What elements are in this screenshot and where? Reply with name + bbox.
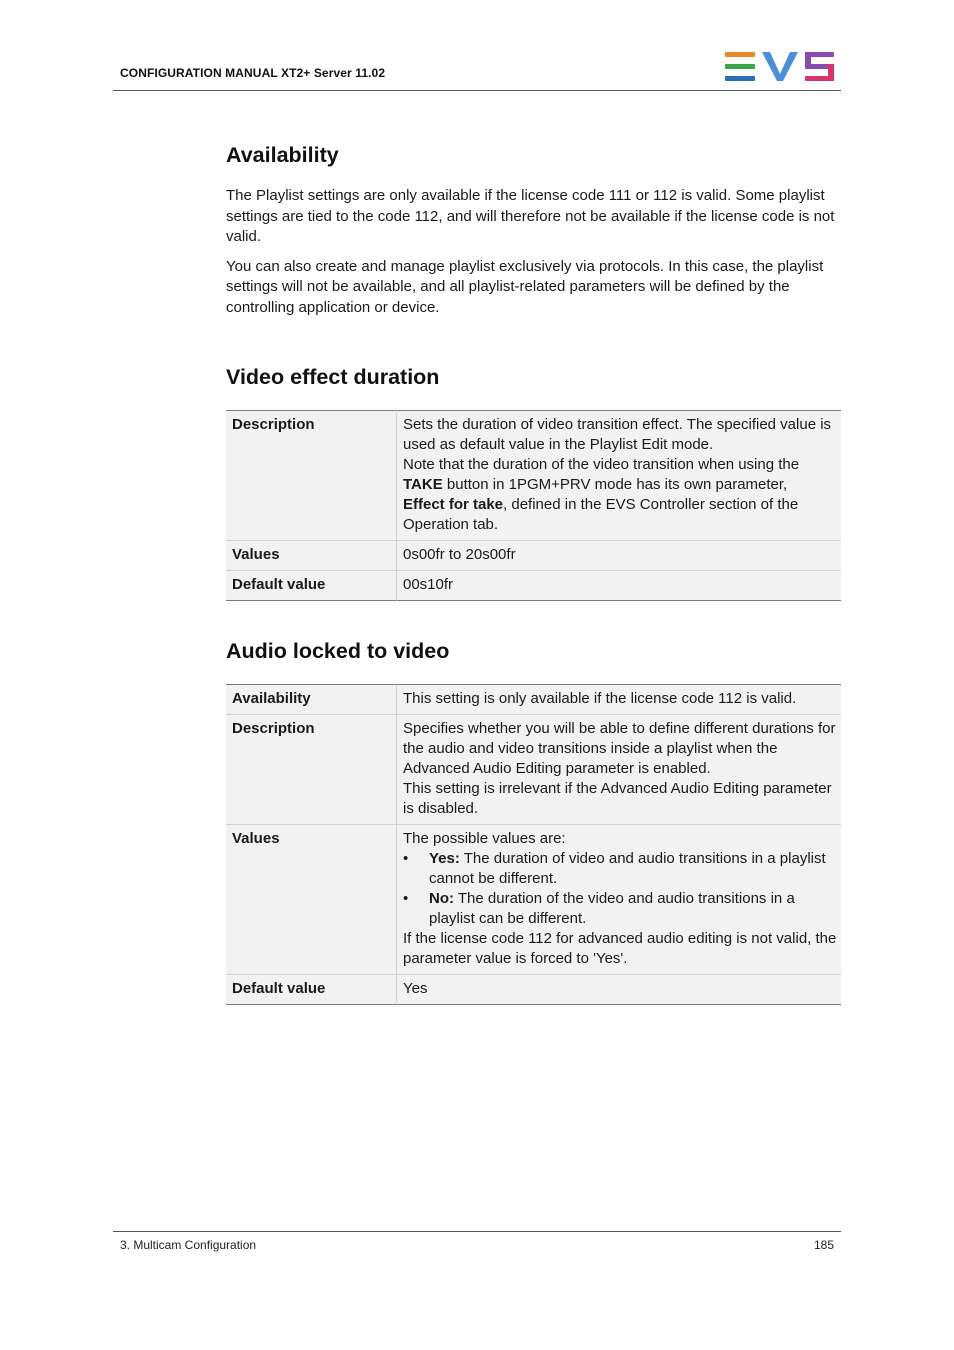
description-note: Note that the duration of the video transition when using the	[403, 456, 800, 473]
default-value-label: Default value	[226, 571, 397, 601]
values-value: 0s00fr to 20s00fr	[397, 541, 842, 571]
evs-logo-icon	[725, 52, 835, 82]
availability-paragraph-1: The Playlist settings are only available if the license code 111 or 112 is valid. Some playlist settings are tied to the code 112, and will therefore not be available if the license code is not valid.	[226, 187, 835, 245]
table-row	[226, 825, 841, 975]
default-value: 00s10fr	[397, 571, 842, 601]
values-outro: If the license code 112 for advanced audio editing is not valid, the parameter value is forced to 'Yes'.	[403, 930, 837, 967]
description-effect-line	[403, 495, 837, 535]
description-label: Description	[226, 411, 397, 541]
effect-for-take-keyword: Effect for take	[403, 496, 504, 513]
no-option-text	[429, 889, 837, 929]
availability-label: Availability	[226, 685, 397, 715]
video-effect-duration-section	[226, 362, 841, 601]
default-value: Yes	[397, 975, 842, 1005]
description-take-line	[403, 475, 837, 495]
values-label: Values	[226, 825, 397, 975]
description-value	[397, 715, 842, 825]
default-value-label: Default value	[226, 975, 397, 1005]
audio-locked-to-video-heading: Audio locked to video	[226, 639, 450, 663]
yes-option-text	[429, 849, 837, 889]
effect-text: , defined in the EVS Controller section of the Operation tab.	[403, 496, 799, 533]
description-note: This setting is irrelevant if the Advanced Audio Editing parameter is disabled.	[403, 780, 832, 817]
values-intro: The possible values are:	[403, 830, 566, 847]
values-value	[397, 825, 842, 975]
table-row	[226, 541, 841, 571]
chapter-name: 3. Multicam Configuration	[120, 1238, 257, 1252]
no-keyword: No:	[429, 890, 454, 907]
header-divider	[113, 90, 841, 91]
page-number: 185	[813, 1238, 834, 1252]
description-label: Description	[226, 715, 397, 825]
audio-locked-to-video-section	[226, 636, 841, 1005]
page-content	[226, 140, 841, 1005]
availability-value: This setting is only available if the license code 112 is valid.	[397, 685, 842, 715]
footer-divider	[113, 1231, 841, 1232]
table-row	[226, 715, 841, 825]
values-label: Values	[226, 541, 397, 571]
video-effect-duration-heading: Video effect duration	[226, 365, 440, 389]
yes-keyword: Yes:	[429, 850, 460, 867]
yes-description: The duration of video and audio transitions in a playlist cannot be different.	[429, 850, 826, 887]
description-text: Specifies whether you will be able to define different durations for the audio and video transitions inside a playlist when the Advanced Audio Editing parameter is enabled.	[403, 720, 836, 777]
description-value	[397, 411, 842, 541]
document-title: CONFIGURATION MANUAL XT2+ Server 11.02	[120, 66, 386, 80]
list-item	[403, 889, 837, 929]
bullet-icon: •	[403, 890, 409, 907]
description-text: Sets the duration of video transition effect. The specified value is used as default value in the Playlist Edit mode.	[403, 416, 832, 453]
availability-section	[226, 140, 841, 318]
table-row	[226, 975, 841, 1005]
table-row	[226, 571, 841, 601]
video-effect-duration-table	[226, 410, 841, 601]
table-row	[226, 411, 841, 541]
table-row	[226, 685, 841, 715]
audio-locked-to-video-table	[226, 684, 841, 1005]
no-description: The duration of the video and audio transitions in a playlist can be different.	[429, 890, 795, 927]
list-item	[403, 849, 837, 889]
availability-heading: Availability	[226, 143, 339, 167]
bullet-icon: •	[403, 850, 409, 867]
take-text: button in 1PGM+PRV mode has its own parameter,	[442, 476, 788, 493]
availability-paragraph-2: You can also create and manage playlist exclusively via protocols. In this case, the playlist settings will not be available, and all playlist-related parameters will be defined by the controlling application or device.	[226, 257, 824, 316]
take-keyword: TAKE	[403, 476, 443, 493]
